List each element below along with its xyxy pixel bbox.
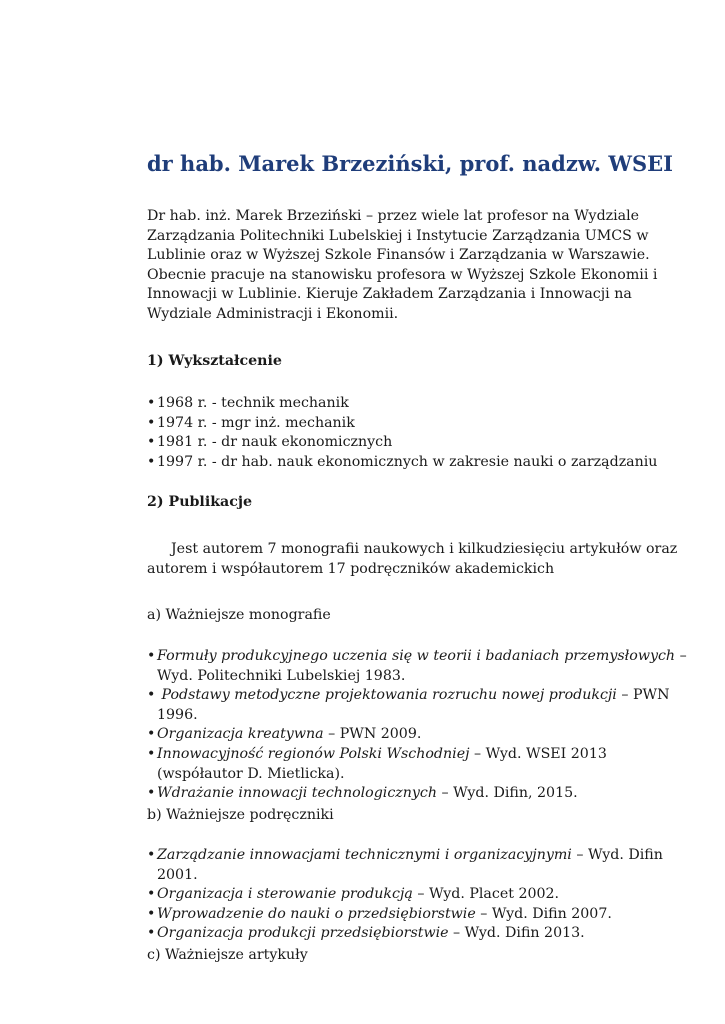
education-list [147, 394, 687, 472]
list-item [147, 924, 687, 944]
publication-title: Zarządzanie innowacjami technicznymi i organizacyjnymi [157, 847, 572, 863]
list-item [147, 725, 687, 745]
list-item [147, 394, 687, 414]
monographs-list [147, 647, 687, 804]
publication-title: Organizacja produkcji przedsiębiorstwie [157, 925, 449, 942]
education-item-text: 1968 r. - technik mechanik [157, 395, 349, 411]
bullet-icon: • [147, 687, 156, 704]
education-item-text: 1974 r. - mgr inż. mechanik [157, 414, 355, 431]
education-heading: 1) Wykształcenie [147, 353, 282, 369]
intro-paragraph: Dr hab. inż. Marek Brzeziński – przez wiele lat profesor na Wydziale Zarządzania Politechniki Lubelskiej i Instytucie Zarządzania UMCS w Lublinie oraz w Wyższej Szkole Finansów i Zarządzania w Warszawie. Obecnie pracuje na stanowisku profesora w Wyższej Szkole Ekonomii i Innowacji w Lublinie. Kieruje Zakładem Zarządzania i Innowacji na Wydziale Administracji i Ekonomii. [147, 208, 658, 322]
publication-title: Organizacja i sterowanie produkcją [157, 886, 413, 903]
textbooks-list [147, 846, 687, 944]
publication-details: – PWN 2009. [323, 726, 422, 743]
monographs-heading: a) Ważniejsze monografie [147, 607, 331, 623]
publication-details: – Wyd. Difin 2007. [475, 905, 612, 922]
bullet-icon: • [147, 847, 156, 863]
bullet-icon: • [147, 785, 156, 802]
bullet-icon: • [147, 886, 156, 903]
education-item-text: 1997 r. - dr hab. nauk ekonomicznych w zakresie nauki o zarządzaniu [157, 453, 658, 470]
bullet-icon: • [147, 925, 156, 942]
publication-title: Formuły produkcyjnego uczenia się w teorii i badaniach przemysłowych [157, 648, 676, 664]
education-item-text: 1981 r. - dr nauk ekonomicznych [157, 434, 393, 451]
list-item [147, 905, 687, 925]
bullet-icon: • [147, 434, 156, 451]
publication-details: – Wyd. WSEI 2013 (współautor D. Mietlicka). [157, 745, 607, 782]
list-item [147, 784, 687, 804]
list-item [147, 686, 687, 725]
publication-title: Wdrażanie innowacji technologicznych [157, 785, 437, 802]
publication-details: – Wyd. Politechniki Lubelskiej 1983. [157, 648, 687, 684]
bullet-icon: • [147, 395, 156, 411]
list-item [147, 647, 687, 686]
publication-title: Organizacja kreatywna [157, 726, 324, 743]
publication-details: – Wyd. Difin 2013. [448, 925, 585, 942]
list-item [147, 414, 687, 434]
list-item [147, 846, 687, 885]
publication-title: Wprowadzenie do nauki o przedsiębiorstwie [157, 905, 476, 922]
publications-summary: Jest autorem 7 monografii naukowych i kilkudziesięciu artykułów oraz autorem i współautorem 17 podręczników akademickich [147, 541, 678, 577]
list-item [147, 885, 687, 905]
articles-heading: c) Ważniejsze artykuły [147, 947, 308, 963]
bullet-icon: • [147, 648, 156, 664]
bullet-icon: • [147, 414, 156, 431]
publication-details: – Wyd. Placet 2002. [412, 886, 560, 903]
bullet-icon: • [147, 905, 156, 922]
publication-details: – Wyd. Difin, 2015. [436, 785, 578, 802]
textbooks-heading: b) Ważniejsze podręczniki [147, 807, 334, 823]
bullet-icon: • [147, 726, 156, 743]
publication-details: – PWN 1996. [157, 687, 670, 723]
publication-title: Innowacyjność regionów Polski Wschodniej [157, 745, 470, 762]
bullet-icon: • [147, 745, 156, 762]
publication-details: – Wyd. Difin 2001. [157, 847, 663, 883]
list-item [147, 433, 687, 453]
publications-heading: 2) Publikacje [147, 494, 253, 510]
publication-title: Podstawy metodyczne projektowania rozruchu nowej produkcji [157, 687, 617, 704]
list-item [147, 453, 687, 473]
list-item [147, 745, 687, 784]
bullet-icon: • [147, 453, 156, 470]
page-title: dr hab. Marek Brzeziński, prof. nadzw. WSEI [147, 151, 673, 176]
